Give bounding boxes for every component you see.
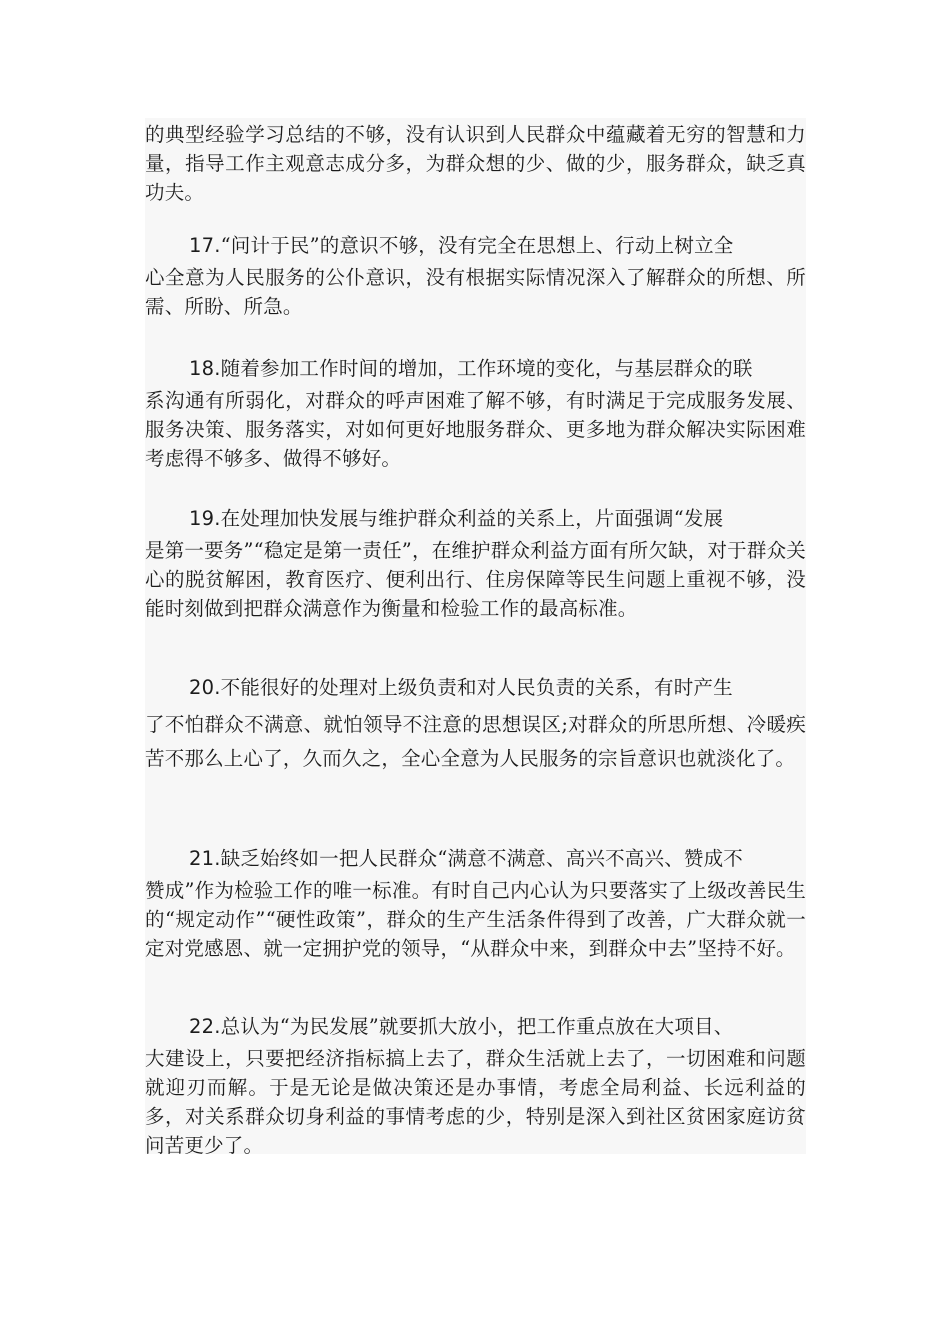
paragraph-number: 17. [189, 234, 221, 257]
paragraph-first-line [145, 673, 806, 702]
paragraph-first-text: 随着参加工作时间的增加，工作环境的变化，与基层群众的联 [220, 357, 753, 380]
paragraph-text: 了不怕群众不满意、就怕领导不注意的思想误区;对群众的所思所想、冷暖疾苦不那么上心了，久而久之，全心全意为人民服务的宗旨意识也就淡化了。 [145, 713, 806, 770]
paragraph-number: 19. [189, 507, 221, 530]
paragraph-number: 22. [189, 1015, 221, 1038]
paragraph-17 [145, 231, 806, 321]
text-block [145, 118, 806, 1157]
paragraph-first-line [145, 504, 806, 533]
paragraph-number: 20. [189, 676, 221, 699]
paragraph-text: 心全意为人民服务的公仆意识，没有根据实际情况深入了解群众的所想、所需、所盼、所急。 [145, 266, 806, 318]
paragraph-first-text: 不能很好的处理对上级负责和对人民负责的关系，有时产生 [220, 676, 733, 699]
paragraph-text: 的典型经验学习总结的不够，没有认识到人民群众中蕴藏着无穷的智慧和力量，指导工作主观意志成分多，为群众想的少、做的少，服务群众，缺乏真功夫。 [145, 123, 806, 204]
paragraph-first-text: 总认为“为民发展”就要抓大放小，把工作重点放在大项目、 [220, 1015, 734, 1038]
paragraph-first-text: 缺乏始终如一把人民群众“满意不满意、高兴不高兴、赞成不 [220, 847, 743, 870]
paragraph-text: 赞成”作为检验工作的唯一标准。有时自己内心认为只要落实了上级改善民生的“规定动作”“硬性政策”，群众的生产生活条件得到了改善，广大群众就一定对党感恩、就一定拥护党的领导，“从群众中来，到群众中去”坚持不好。 [145, 879, 806, 960]
paragraph-16-continuation [145, 120, 806, 207]
paragraph-19 [145, 504, 806, 623]
paragraph-text: 大建设上，只要把经济指标搞上去了，群众生活就上去了，一切困难和问题就迎刃而解。于是无论是做决策还是办事情，考虑全局利益、长远利益的多，对关系群众切身利益的事情考虑的少，特别是深入到社区贫困家庭访贫问苦更少了。 [145, 1047, 806, 1157]
paragraph-number: 18. [189, 357, 221, 380]
paragraph-21 [145, 844, 806, 963]
paragraph-first-line [145, 1012, 806, 1041]
paragraph-first-line [145, 231, 806, 260]
paragraph-first-text: 在处理加快发展与维护群众利益的关系上，片面强调“发展 [220, 507, 724, 530]
paragraph-text: 系沟通有所弱化，对群众的呼声困难了解不够，有时满足于完成服务发展、服务决策、服务落实，对如何更好地服务群众、更多地为群众解决实际困难考虑得不够多、做得不够好。 [145, 389, 806, 470]
paragraph-first-text: “问计于民”的意识不够，没有完全在思想上、行动上树立全 [220, 234, 734, 257]
paragraph-first-line [145, 354, 806, 383]
paragraph-text: 是第一要务”“稳定是第一责任”，在维护群众利益方面有所欠缺，对于群众关心的脱贫解困，教育医疗、便利出行、住房保障等民生问题上重视不够，没能时刻做到把群众满意作为衡量和检验工作的最高标准。 [145, 539, 806, 620]
paragraph-first-line [145, 844, 806, 873]
paragraph-22 [145, 1012, 806, 1160]
paragraph-20 [145, 673, 806, 776]
paragraph-18 [145, 354, 806, 473]
paragraph-number: 21. [189, 847, 221, 870]
